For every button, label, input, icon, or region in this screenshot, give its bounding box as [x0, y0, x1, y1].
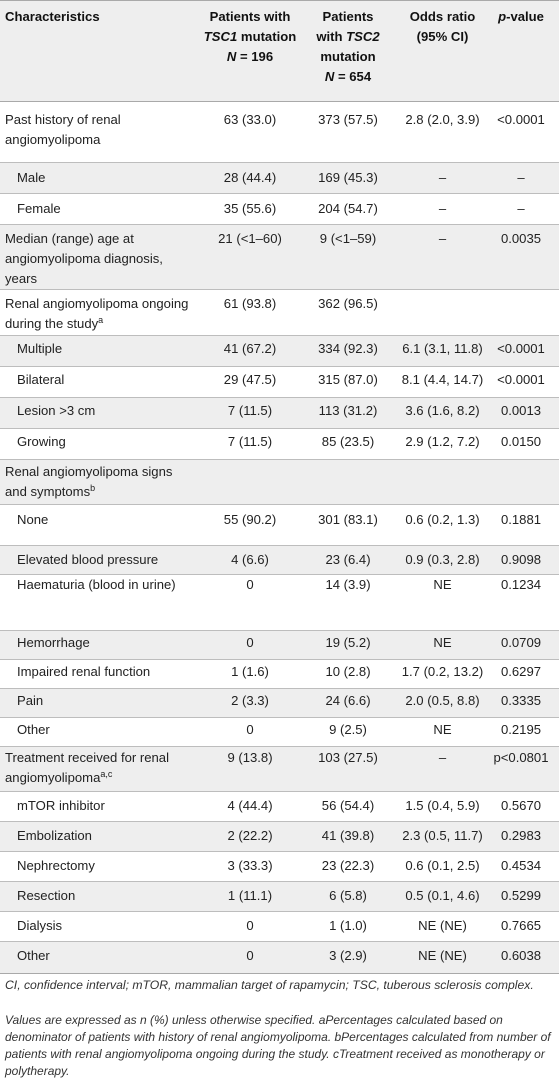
cell-odds: NE [433, 577, 452, 592]
cell-tsc2: 204 (54.7) [318, 201, 378, 216]
table-row [0, 882, 559, 911]
header-odds-line2: (95% CI) [416, 29, 469, 44]
cell-tsc1: 4 (44.4) [227, 798, 273, 813]
row-label: Lesion >3 cm [17, 403, 96, 418]
cell-odds: – [438, 170, 447, 185]
cell-tsc2: 315 (87.0) [318, 372, 378, 387]
table-row [0, 505, 559, 545]
header-tsc1-n [197, 47, 303, 67]
header-tsc1-line2 [197, 27, 303, 47]
table-header [0, 0, 559, 102]
cell-tsc1: 7 (11.5) [227, 434, 273, 449]
cell-p: 0.0150 [500, 434, 542, 449]
footnote-marker: a,c [100, 769, 113, 779]
row-label: Other [17, 722, 50, 737]
cell-p: 0.5299 [500, 888, 542, 903]
cell-tsc2: 85 (23.5) [321, 434, 375, 449]
cell-odds: 1.7 (0.2, 13.2) [401, 664, 484, 679]
table-row [0, 747, 559, 791]
header-p-italic: p [498, 9, 507, 24]
cell-tsc2: 6 (5.8) [329, 888, 367, 903]
table-row [0, 460, 559, 504]
cell-odds: 0.6 (0.2, 1.3) [405, 512, 480, 527]
cell-tsc1: 63 (33.0) [223, 112, 277, 127]
table-row [0, 689, 559, 717]
cell-p: – [517, 170, 525, 185]
cell-tsc1: 9 (13.8) [227, 750, 273, 765]
cell-odds: 0.9 (0.3, 2.8) [405, 552, 480, 567]
row-label: Female [17, 201, 61, 216]
row-label: Pain [17, 693, 44, 708]
cell-tsc1: 4 (6.6) [231, 552, 269, 567]
header-tsc2 [303, 7, 393, 87]
header-tsc2-n-label: N [324, 69, 335, 84]
cell-tsc2: 9 (2.5) [329, 722, 367, 737]
cell-tsc2: 113 (31.2) [318, 403, 378, 418]
cell-p: 0.1234 [500, 577, 542, 592]
cell-tsc1: 1 (11.1) [227, 888, 273, 903]
row-label-text: Renal angiomyolipoma ongoing during the study [5, 296, 189, 331]
table-row [0, 912, 559, 941]
header-tsc1-n-label: N [226, 49, 237, 64]
table-bottom-rule [0, 973, 559, 974]
cell-odds: NE [433, 722, 452, 737]
cell-tsc1: 2 (22.2) [227, 828, 273, 843]
cell-tsc2: 23 (6.4) [325, 552, 371, 567]
table-row [0, 110, 559, 166]
header-tsc1-word: mutation [240, 29, 297, 44]
cell-odds: 2.9 (1.2, 7.2) [405, 434, 480, 449]
cell-tsc2: 1 (1.0) [329, 918, 367, 933]
cell-tsc2: 14 (3.9) [325, 577, 371, 592]
row-label-text: Treatment received for renal angiomyolipoma [5, 750, 169, 785]
cell-p: p<0.0801 [493, 750, 549, 765]
cell-odds: 3.6 (1.6, 8.2) [405, 403, 480, 418]
cell-p: <0.0001 [497, 341, 545, 356]
table-row [0, 163, 559, 193]
cell-odds: NE (NE) [418, 948, 467, 963]
cell-tsc1: 0 [246, 635, 254, 650]
cell-odds: 0.6 (0.1, 2.5) [405, 858, 480, 873]
cell-tsc2: 24 (6.6) [325, 693, 371, 708]
cell-p: <0.0001 [497, 372, 545, 387]
cell-tsc2: 362 (96.5) [318, 296, 378, 311]
row-label: Growing [17, 434, 66, 449]
cell-tsc2: 169 (45.3) [318, 170, 378, 185]
row-label: Bilateral [17, 372, 65, 387]
table-row [0, 718, 559, 746]
header-tsc2-gene: TSC2 [346, 29, 380, 44]
table-row [0, 546, 559, 574]
row-label-text: Renal angiomyolipoma signs and symptoms [5, 464, 173, 499]
cell-p: 0.5670 [500, 798, 542, 813]
table-row [0, 631, 559, 659]
cell-p: 0.6038 [500, 948, 542, 963]
row-label [5, 462, 197, 502]
table-row [0, 792, 559, 821]
cell-odds: 6.1 (3.1, 11.8) [402, 341, 483, 356]
table-row [0, 822, 559, 851]
table-row [0, 429, 559, 459]
footnote-marker: b [90, 483, 96, 493]
cell-odds: 2.8 (2.0, 3.9) [405, 112, 480, 127]
cell-tsc2: 103 (27.5) [318, 750, 378, 765]
table-row [0, 660, 559, 688]
cell-tsc1: 41 (67.2) [223, 341, 277, 356]
cell-odds: 2.3 (0.5, 11.7) [402, 828, 483, 843]
header-tsc1-n-value: = 196 [239, 49, 274, 64]
row-label: Hemorrhage [17, 635, 90, 650]
row-label [5, 294, 197, 334]
cell-p: 0.1881 [500, 512, 542, 527]
cell-tsc2: 41 (39.8) [321, 828, 375, 843]
cell-tsc1: 61 (93.8) [223, 296, 277, 311]
cell-p: 0.2195 [500, 722, 542, 737]
row-label: Median (range) age at angiomyolipoma diagnosis, years [5, 231, 163, 286]
cell-odds: NE [433, 635, 452, 650]
cell-odds: 8.1 (4.4, 14.7) [401, 372, 484, 387]
cell-p: 0.4534 [500, 858, 542, 873]
table-row [0, 336, 559, 366]
row-label: Nephrectomy [17, 858, 95, 873]
header-tsc2-n-value: = 654 [337, 69, 372, 84]
cell-tsc1: 55 (90.2) [223, 512, 277, 527]
cell-tsc2: 56 (54.4) [321, 798, 375, 813]
cell-p: 0.7665 [500, 918, 542, 933]
cell-tsc1: 0 [246, 577, 254, 592]
header-odds [396, 7, 489, 47]
cell-odds: – [438, 201, 447, 216]
row-label [5, 748, 197, 788]
cell-odds: 1.5 (0.4, 5.9) [405, 798, 480, 813]
cell-p: 0.0035 [500, 231, 542, 246]
cell-tsc1: 0 [246, 948, 254, 963]
row-label: Elevated blood pressure [17, 552, 159, 567]
cell-p: – [517, 201, 525, 216]
row-label: Multiple [17, 341, 63, 356]
cell-tsc2: 9 (<1–59) [319, 231, 377, 246]
cell-tsc2: 3 (2.9) [329, 948, 367, 963]
row-label: Haematuria (blood in urine) [17, 577, 176, 592]
table-row [0, 398, 559, 428]
row-label: mTOR inhibitor [17, 798, 105, 813]
footnote-abbreviations: CI, confidence interval; mTOR, mammalian target of rapamycin; TSC, tuberous sclerosis complex. [5, 978, 534, 992]
header-tsc1 [197, 7, 303, 67]
cell-tsc2: 19 (5.2) [325, 635, 371, 650]
cell-tsc1: 21 (<1–60) [218, 231, 282, 246]
header-characteristics: Characteristics [5, 9, 100, 24]
header-pvalue [489, 7, 553, 27]
row-label: Dialysis [17, 918, 63, 933]
cell-p: <0.0001 [497, 112, 545, 127]
cell-odds: – [438, 750, 447, 765]
cell-odds: 2.0 (0.5, 8.8) [405, 693, 480, 708]
cell-tsc2: 301 (83.1) [318, 512, 378, 527]
footnote-marker: a [98, 315, 104, 325]
row-label: Resection [17, 888, 76, 903]
table-row [0, 290, 559, 335]
cell-p: 0.2983 [500, 828, 542, 843]
cell-p: 0.6297 [500, 664, 542, 679]
header-tsc1-line1: Patients with [209, 9, 291, 24]
footnote-values [5, 1012, 553, 1080]
cell-tsc2: 10 (2.8) [325, 664, 371, 679]
header-tsc2-with: with [316, 29, 343, 44]
cell-p: 0.0013 [500, 403, 542, 418]
cell-tsc1: 0 [246, 722, 254, 737]
header-tsc2-line1: Patients [322, 9, 374, 24]
cell-tsc1: 0 [246, 918, 254, 933]
cell-tsc1: 28 (44.4) [223, 170, 277, 185]
row-label: Embolization [17, 828, 92, 843]
footnote-values-text: Values are expressed as n (%) unless otherwise specified. aPercentages calculated based on denominator of patients with history of renal angiomyolipoma. bPercentages calculated from number of patients with renal angiomyolipoma ongoing during the study. cTreatment received as monotherapy or polytherapy. [5, 1013, 551, 1078]
cell-tsc2: 334 (92.3) [318, 341, 378, 356]
table-row [0, 367, 559, 397]
cell-odds: 0.5 (0.1, 4.6) [405, 888, 480, 903]
cell-odds: – [438, 231, 447, 246]
cell-tsc1: 1 (1.6) [231, 664, 269, 679]
cell-tsc1: 7 (11.5) [227, 403, 273, 418]
header-tsc2-line3: mutation [320, 49, 376, 64]
header-tsc1-gene: TSC1 [203, 29, 238, 44]
cell-tsc1: 29 (47.5) [223, 372, 277, 387]
table-row [0, 852, 559, 881]
table-row [0, 194, 559, 224]
cell-odds: NE (NE) [418, 918, 467, 933]
row-label: Impaired renal function [17, 664, 151, 679]
cell-tsc1: 35 (55.6) [223, 201, 277, 216]
table-row [0, 225, 559, 289]
header-tsc2-line2 [303, 27, 393, 47]
row-label: Past history of renal angiomyolipoma [5, 112, 121, 147]
row-label: Other [17, 948, 50, 963]
row-label: Male [17, 170, 46, 185]
header-odds-line1: Odds ratio [409, 9, 476, 24]
cell-tsc1: 3 (33.3) [227, 858, 273, 873]
cell-p: 0.9098 [500, 552, 542, 567]
cell-tsc2: 373 (57.5) [318, 112, 378, 127]
header-tsc2-n [303, 67, 393, 87]
cell-p: 0.0709 [500, 635, 542, 650]
cell-p: 0.3335 [500, 693, 542, 708]
row-label: None [17, 512, 49, 527]
cell-tsc1: 2 (3.3) [231, 693, 269, 708]
header-p-rest: -value [506, 9, 544, 24]
table-row [0, 575, 559, 630]
table-row [0, 942, 559, 973]
cell-tsc2: 23 (22.3) [321, 858, 375, 873]
